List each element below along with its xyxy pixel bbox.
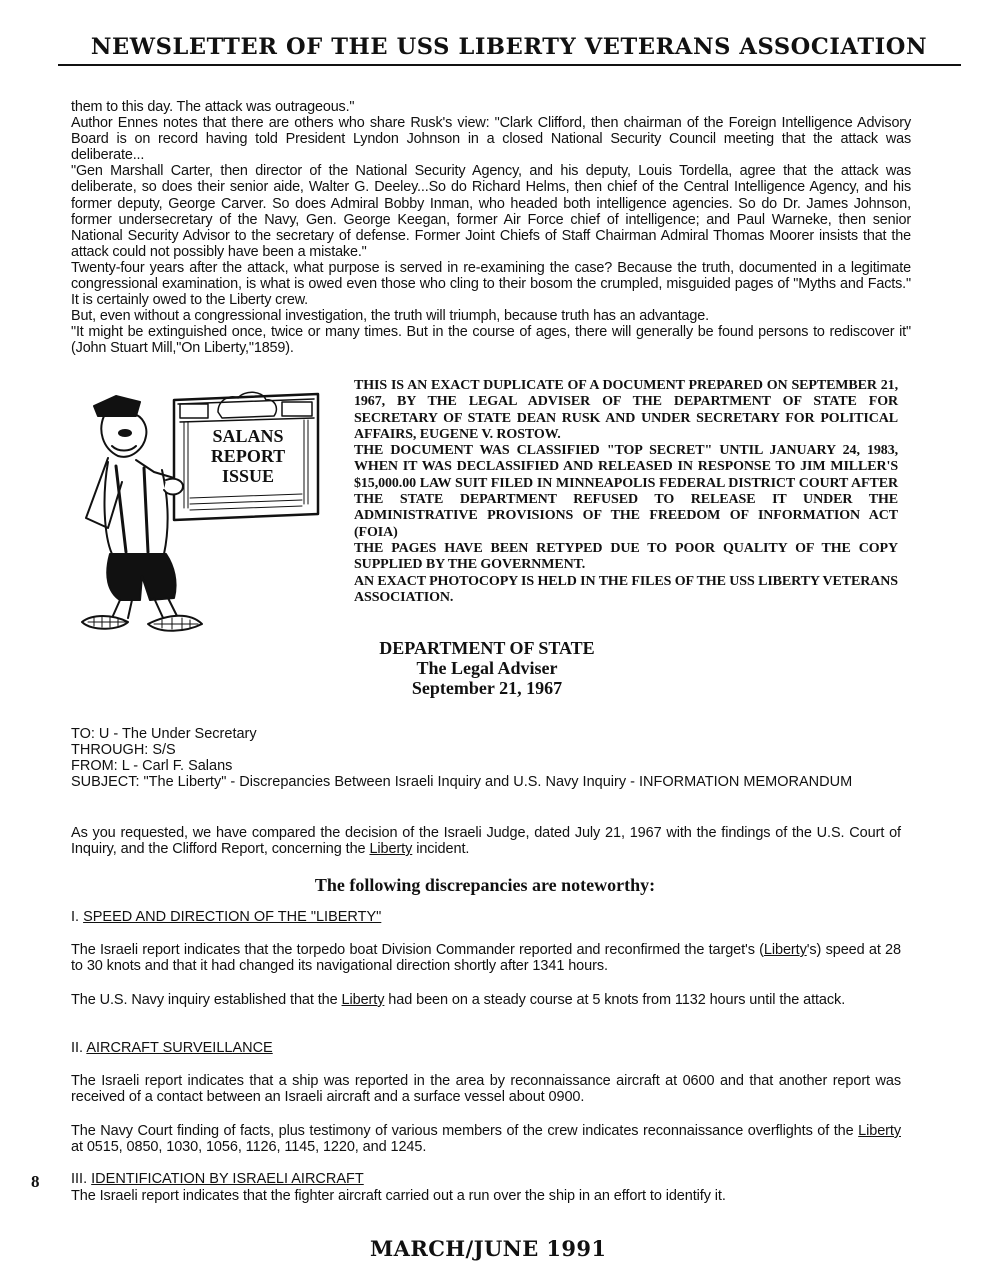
document-notice: [354, 378, 898, 606]
request-paragraph: [71, 825, 901, 857]
notice-paragraph: THE PAGES HAVE BEEN RETYPED DUE TO POOR QUALITY OF THE COPY SUPPLIED BY THE GOVERNMENT.: [354, 540, 898, 573]
liberty-ref: Liberty: [858, 1123, 901, 1139]
discrepancies-heading: The following discrepancies are noteworthy:: [314, 875, 656, 895]
section-number: I.: [71, 909, 84, 925]
request-text-end: incident.: [412, 841, 470, 857]
liberty-ref: Liberty: [369, 841, 413, 857]
memo-routing: [71, 726, 901, 790]
section-2-para-1: The Israeli report indicates that a ship was reported in the area by reconnaissance aircraft at 0600 and that another report was received of a contact between an Israeli aircraft and a surface vessel about 0900.: [71, 1073, 901, 1105]
section-title: AIRCRAFT SURVEILLANCE: [86, 1040, 273, 1056]
notice-paragraph: AN EXACT PHOTOCOPY IS HELD IN THE FILES OF THE USS LIBERTY VETERANS ASSOCIATION.: [354, 573, 898, 605]
para-text-end: had been on a steady course at 5 knots from 1132 hours until the attack.: [384, 992, 846, 1008]
intro-text: [71, 99, 911, 357]
section-title: IDENTIFICATION BY ISRAELI AIRCRAFT: [91, 1171, 364, 1187]
newsletter-title: NEWSLETTER OF THE USS LIBERTY VETERANS ASSOCIATION: [90, 34, 928, 60]
section-2-heading: [71, 1040, 273, 1056]
memo-letterhead: [367, 638, 607, 698]
section-title: SPEED AND DIRECTION OF THE "LIBERTY": [83, 909, 382, 925]
page-number: 8: [31, 1172, 40, 1191]
section-3-heading: [71, 1171, 364, 1187]
memo-through: THROUGH: S/S: [71, 742, 176, 758]
dept-date: September 21, 1967: [411, 678, 563, 698]
section-number: II.: [71, 1040, 87, 1056]
section-1-heading: [71, 909, 381, 925]
section-2-para-2: [71, 1123, 901, 1155]
liberty-ref: Liberty: [341, 992, 385, 1008]
section-3-para-1: The Israeli report indicates that the fighter aircraft carried out a run over the ship in an effort to identify it.: [71, 1188, 726, 1204]
header-rule: [58, 64, 961, 66]
liberty-ref: Liberty: [763, 942, 807, 958]
sign-line-1: SALANS: [212, 426, 284, 446]
memo-from: FROM: L - Carl F. Salans: [71, 758, 233, 774]
issue-date-footer: MARCH/JUNE 1991: [370, 1236, 607, 1261]
section-1-para-1: [71, 942, 901, 974]
sign-line-2: REPORT: [210, 446, 286, 466]
para-text: The Israeli report indicates that the torpedo boat Division Commander reported and reconfirmed the target's (: [71, 942, 764, 958]
notice-paragraph: THE DOCUMENT WAS CLASSIFIED "TOP SECRET" UNTIL JANUARY 24, 1983, WHEN IT WAS DECLASSIFIED AND RELEASED IN RESPONSE TO JIM MILLER'S $15,000.00 LAW SUIT FILED IN MINNEAPOLIS FEDERAL DISTRICT COURT AFTER THE STATE DEPARTMENT REFUSED TO RELEASE IT UNDER THE ADMINISTRATIVE PROVISIONS OF THE FREEDOM OF INFORMATION ACT (FOIA): [354, 443, 898, 540]
section-1-para-2: [71, 992, 901, 1008]
intro-paragraph: Twenty-four years after the attack, what purpose is served in re-examining the case? Because the truth, documented in a legitimate congressional examination, is what is owed even those who cling to their bosom the crumpled, misguided pages of "Myths and Facts." It is certainly owed to the Liberty crew.: [71, 259, 911, 309]
dept-office: The Legal Adviser: [416, 658, 558, 678]
section-number: III.: [71, 1171, 92, 1187]
sign-line-3: ISSUE: [221, 466, 275, 486]
newsboy-cartoon: [78, 386, 334, 640]
intro-paragraph: "Gen Marshall Carter, then director of the National Security Agency, and his deputy, Louis Tordella, agree that the attack was deliberate, so does their senior aide, Walter G. Deeley...So do Richard Helms, then chief of the Central Intelligence Agency, and his former deputy, George Carver. So does Admiral Bobby Inman, who headed both intelligence agencies. So do Dr. James Johnson, former undersecretary of the Navy, Gen. George Keegan, former Air Force chief of intelligence; and Paul Warneke, then senior National Security Advisor to the secretary of defense. Former Joint Chiefs of Staff Chairman Admiral Thomas Moorer insists that the attack could not possibly have been a mistake.": [71, 163, 911, 260]
notice-paragraph: THIS IS AN EXACT DUPLICATE OF A DOCUMENT PREPARED ON SEPTEMBER 21, 1967, BY THE LEGAL ADVISER OF THE DEPARTMENT OF STATE FOR SECRETARY OF STATE DEAN RUSK AND UNDER SECRETARY FOR POLITICAL AFFAIRS, EUGENE V. ROSTOW.: [354, 378, 898, 442]
para-text-end: at 0515, 0850, 1030, 1056, 1126, 1145, 1220, and 1245.: [71, 1139, 427, 1155]
intro-paragraph: them to this day. The attack was outrageous.": [71, 99, 355, 115]
intro-paragraph: Author Ennes notes that there are others who share Rusk's view: "Clark Clifford, then chairman of the Foreign Intelligence Advisory Board is on record having told President Lyndon Johnson in a closed National Security Council meeting that the attack was deliberate...: [71, 115, 911, 164]
para-text-end: 's) speed at 28 to 30 knots and that it had changed its navigational direction shortly after 1341 hours.: [71, 942, 901, 974]
intro-paragraph: "It might be extinguished once, twice or many times. But in the course of ages, there will generally be found persons to rediscover it" (John Stuart Mill,"On Liberty,"1859).: [71, 324, 911, 357]
para-text: The U.S. Navy inquiry established that the: [71, 992, 342, 1008]
dept-name: DEPARTMENT OF STATE: [379, 638, 595, 658]
request-text: As you requested, we have compared the decision of the Israeli Judge, dated July 21, 1967 with the findings of the U.S. Court of Inquiry, and the Clifford Report, concerning the: [71, 825, 901, 857]
memo-subject: SUBJECT: "The Liberty" - Discrepancies Between Israeli Inquiry and U.S. Navy Inquiry - INFORMATION MEMORANDUM: [71, 774, 853, 790]
intro-paragraph: But, even without a congressional investigation, the truth will triumph, because truth has an advantage.: [71, 308, 709, 325]
para-text: The Navy Court finding of facts, plus testimony of various members of the crew indicates reconnaissance overflights of the: [71, 1123, 859, 1139]
memo-to: TO: U - The Under Secretary: [71, 726, 257, 742]
